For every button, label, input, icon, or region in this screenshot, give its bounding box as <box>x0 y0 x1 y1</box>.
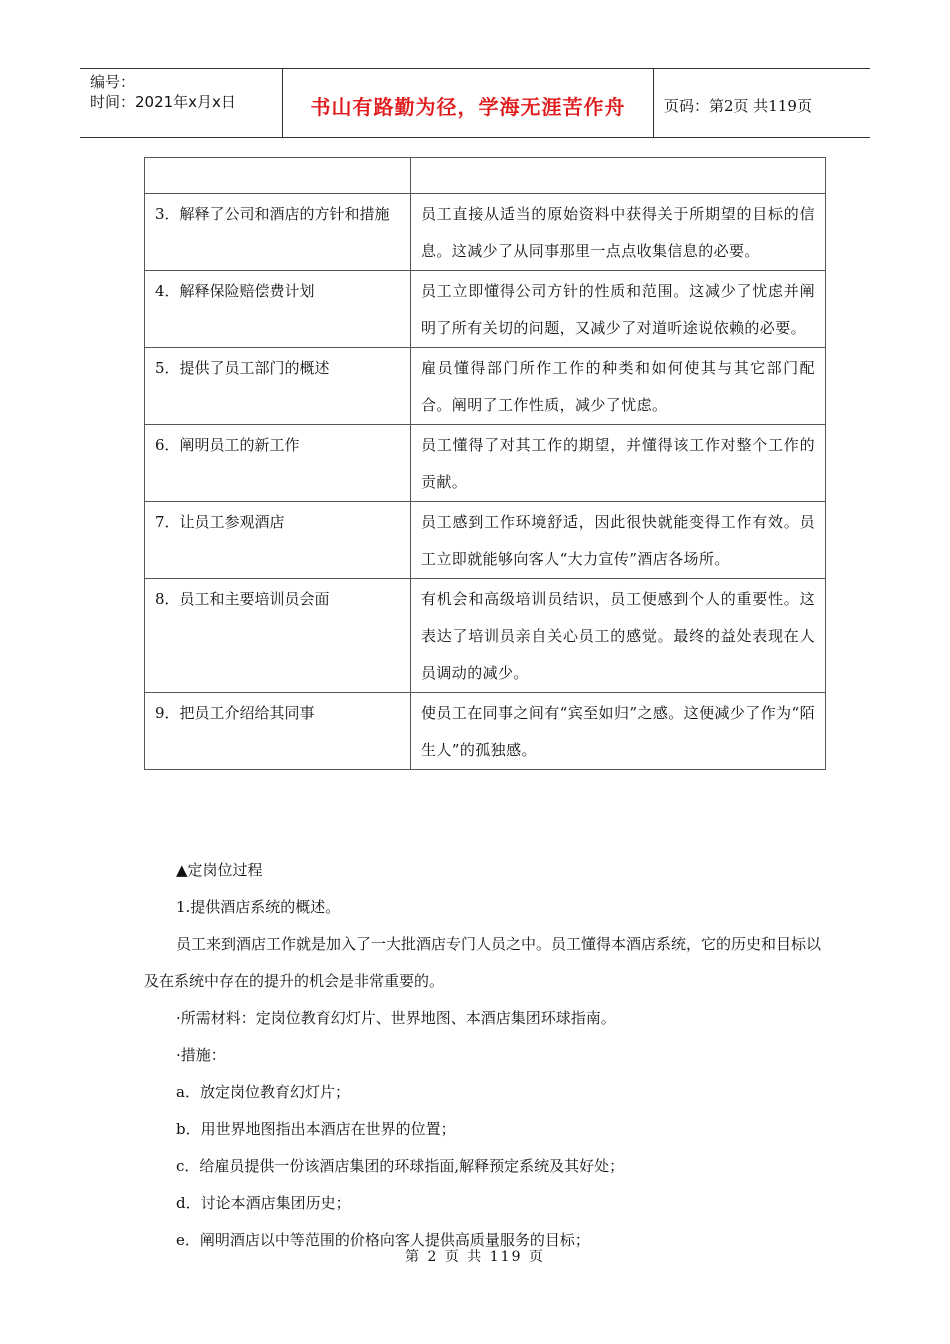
list-item: e．阐明酒店以中等范围的价格向客人提供高质量服务的目标； <box>176 1231 590 1249</box>
table-cell-benefit: 有机会和高级培训员结识，员工便感到个人的重要性。这表达了培训员亲自关心员工的感觉。最终的益处表现在人员调动的减少。 <box>411 579 826 693</box>
table-cell-activity: 3．解释了公司和酒店的方针和措施 <box>145 194 411 271</box>
table-row <box>145 271 826 348</box>
header-page-number: 页码：第2页 共119页 <box>664 97 812 115</box>
page-header <box>80 68 870 138</box>
table-cell-activity: 5．提供了员工部门的概述 <box>145 348 411 425</box>
header-motto: 书山有路勤为径，学海无涯苦作舟 <box>310 95 626 119</box>
list-item: b．用世界地图指出本酒店在世界的位置； <box>176 1120 456 1138</box>
list-item: a．放定岗位教育幻灯片； <box>176 1083 350 1101</box>
header-page-cell <box>654 69 870 137</box>
table-cell-benefit: 雇员懂得部门所作工作的种类和如何使其与其它部门配合。阐明了工作性质，减少了忧虑。 <box>411 348 826 425</box>
list-item: 1.提供酒店系统的概述。 <box>176 898 341 916</box>
table-cell-activity: 9．把员工介绍给其同事 <box>145 693 411 770</box>
measures-heading: ·措施： <box>176 1046 226 1064</box>
header-motto-cell <box>283 69 654 137</box>
table-cell-benefit: 员工直接从适当的原始资料中获得关于所期望的目标的信息。这减少了从同事那里一点点收集信息的必要。 <box>411 194 826 271</box>
table-cell-benefit <box>411 158 826 194</box>
table-row <box>145 194 826 271</box>
document-number-label: 编号： <box>90 73 136 91</box>
materials-line: ·所需材料：定岗位教育幻灯片、世界地图、本酒店集团环球指南。 <box>176 1009 616 1027</box>
table-cell-activity: 7．让员工参观酒店 <box>145 502 411 579</box>
table-row <box>145 425 826 502</box>
table-cell-activity <box>145 158 411 194</box>
page-footer: 第 2 页 共 119 页 <box>405 1249 545 1265</box>
table-row <box>145 158 826 194</box>
table-cell-activity: 8．员工和主要培训员会面 <box>145 579 411 693</box>
document-date: 时间：2021年x月x日 <box>90 93 236 111</box>
table-row <box>145 579 826 693</box>
table-cell-benefit: 员工感到工作环境舒适，因此很快就能变得工作有效。员工立即就能够向客人“大力宣传”酒店各场所。 <box>411 502 826 579</box>
table-cell-activity: 4．解释保险赔偿费计划 <box>145 271 411 348</box>
list-item: c．给雇员提供一份该酒店集团的环球指面,解释预定系统及其好处； <box>176 1157 625 1175</box>
table-cell-benefit: 使员工在同事之间有“宾至如归”之感。这便减少了作为“陌生人”的孤独感。 <box>411 693 826 770</box>
section-heading: ▲定岗位过程 <box>176 861 263 879</box>
table-cell-benefit: 员工立即懂得公司方针的性质和范围。这减少了忧虑并阐明了所有关切的问题，又减少了对道听途说依赖的必要。 <box>411 271 826 348</box>
body-paragraph: 员工来到酒店工作就是加入了一大批酒店专门人员之中。员工懂得本酒店系统，它的历史和目标以及在系统中存在的提升的机会是非常重要的。 <box>144 935 822 990</box>
table-row <box>145 693 826 770</box>
document-body <box>144 852 824 1259</box>
table-cell-benefit: 员工懂得了对其工作的期望，并懂得该工作对整个工作的贡献。 <box>411 425 826 502</box>
header-info-cell <box>80 69 283 137</box>
list-item: d．讨论本酒店集团历史； <box>176 1194 351 1212</box>
table-row <box>145 502 826 579</box>
table-row <box>145 348 826 425</box>
table-cell-activity: 6．阐明员工的新工作 <box>145 425 411 502</box>
orientation-benefits-table <box>144 157 826 770</box>
